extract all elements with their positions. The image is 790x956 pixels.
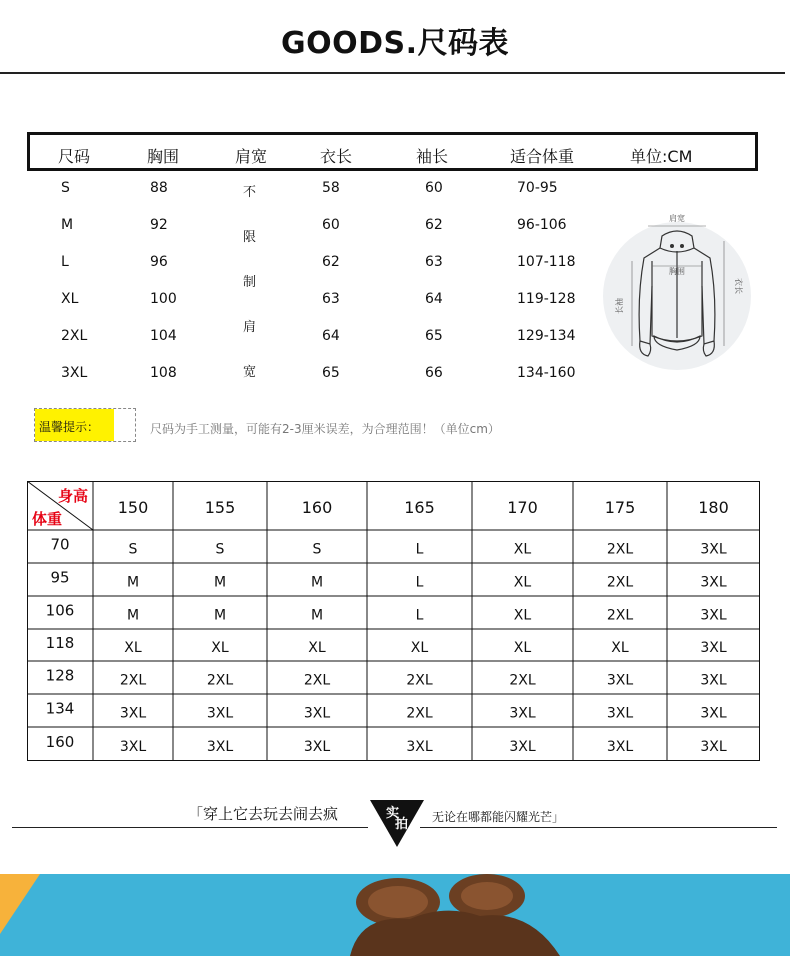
chest-cell: 108	[150, 365, 177, 381]
sleeve-length-label: 长袖	[615, 298, 624, 314]
size-recommendation-cell: 3XL	[700, 672, 727, 689]
size-cell: 3XL	[61, 365, 88, 381]
chest-cell: 88	[150, 180, 168, 196]
shoulder-note-char: 宽	[243, 365, 257, 380]
size-recommendation-cell: S	[215, 541, 225, 558]
size-recommendation-cell: 2XL	[606, 607, 634, 624]
size-recommendation-cell: 3XL	[406, 739, 433, 755]
title-divider	[0, 72, 785, 74]
chest-cell: 96	[150, 254, 168, 270]
corner-height-label: 身高	[57, 487, 88, 505]
size-recommendation-cell: 3XL	[700, 541, 727, 558]
weight-cell: 107-118	[517, 254, 576, 270]
shoulder-note-char: 不	[243, 185, 257, 200]
size-recommendation-cell: 3XL	[606, 705, 634, 722]
chest-label: 胸围	[669, 267, 685, 276]
page-title: GOODS.尺码表	[280, 26, 510, 61]
shoulder-note-char: 肩	[243, 320, 257, 335]
height-header: 160	[301, 498, 333, 517]
length-cell: 62	[322, 254, 340, 270]
slogan-rule-right	[420, 827, 777, 828]
slogan-right: 无论在哪都能闪耀光芒」	[432, 810, 565, 824]
size-recommendation-cell: M	[213, 574, 227, 591]
size-recommendation-cell: 3XL	[303, 739, 331, 755]
weight-header: 118	[45, 634, 75, 652]
size-cell: XL	[61, 291, 79, 307]
size-recommendation-cell: S	[312, 541, 322, 558]
header-length: 衣长	[320, 147, 353, 166]
header-sleeve: 袖长	[416, 147, 449, 166]
weight-header: 128	[45, 666, 75, 685]
height-header: 165	[404, 498, 435, 517]
size-recommendation-cell: M	[310, 574, 324, 591]
size-recommendation-cell: 3XL	[606, 672, 634, 689]
size-recommendation-cell: XL	[513, 607, 532, 624]
chest-cell: 104	[150, 328, 177, 344]
length-cell: 63	[322, 291, 340, 307]
size-cell: M	[61, 217, 74, 233]
weight-cell: 129-134	[517, 328, 576, 344]
header-weight: 适合体重	[510, 147, 575, 166]
size-recommendation-cell: 2XL	[206, 672, 234, 689]
chest-cell: 92	[150, 217, 168, 233]
size-recommendation-cell: 2XL	[119, 672, 147, 689]
size-recommendation-cell: 3XL	[509, 705, 536, 722]
size-recommendation-cell: 2XL	[606, 541, 634, 558]
shoulder-width-label: 肩宽	[669, 214, 685, 223]
garment-diagram	[602, 206, 752, 384]
size-recommendation-cell: L	[415, 541, 424, 558]
header-shoulder: 肩宽	[235, 147, 268, 166]
garment-length-label: 衣长	[734, 278, 743, 294]
weight-header: 95	[50, 568, 70, 587]
size-recommendation-cell: XL	[611, 640, 629, 656]
size-recommendation-cell: 3XL	[206, 705, 234, 722]
shoulder-note-char: 限	[243, 230, 257, 245]
size-recommendation-cell: XL	[308, 640, 326, 656]
real-photo-badge	[368, 797, 426, 849]
size-recommendation-cell: 2XL	[406, 672, 433, 689]
weight-header: 106	[45, 601, 75, 620]
size-cell: S	[61, 180, 70, 196]
size-recommendation-cell: XL	[211, 640, 229, 656]
size-recommendation-cell: 3XL	[700, 705, 727, 722]
size-recommendation-cell: 3XL	[700, 739, 727, 755]
slogan-left: 「穿上它去玩去闹去疯	[188, 805, 339, 823]
size-recommendation-cell: 2XL	[509, 672, 536, 689]
length-cell: 65	[322, 365, 340, 381]
height-header: 180	[698, 498, 729, 517]
size-recommendation-cell: L	[415, 607, 424, 624]
size-recommendation-cell: M	[126, 574, 140, 591]
header-unit: 单位:CM	[630, 147, 693, 166]
length-cell: 64	[322, 328, 340, 344]
weight-cell: 134-160	[517, 365, 576, 381]
slogan-rule-left	[12, 827, 368, 828]
size-recommendation-cell: 3XL	[700, 607, 727, 624]
size-recommendation-cell: 3XL	[119, 705, 147, 722]
size-recommendation-cell: 3XL	[606, 739, 634, 755]
size-recommendation-cell: 2XL	[303, 672, 331, 689]
size-recommendation-cell: XL	[410, 640, 429, 656]
size-recommendation-cell: 3XL	[303, 705, 331, 722]
length-cell: 60	[322, 217, 340, 233]
weight-cell: 96-106	[517, 217, 567, 233]
size-recommendation-cell: XL	[513, 541, 532, 558]
size-recommendation-cell: 3XL	[700, 640, 727, 656]
size-cell: L	[61, 254, 69, 270]
size-recommendation-cell: 3XL	[119, 739, 147, 755]
sleeve-cell: 64	[425, 291, 443, 307]
model-photo	[0, 874, 790, 956]
size-recommendation-cell: XL	[124, 640, 142, 656]
chest-cell: 100	[150, 291, 177, 307]
sleeve-cell: 63	[425, 254, 443, 270]
shoulder-note-char: 制	[243, 275, 257, 290]
size-recommendation-cell: 3XL	[700, 574, 727, 591]
size-recommendation-cell: 3XL	[206, 739, 234, 755]
height-header: 175	[604, 498, 636, 517]
weight-header: 160	[45, 733, 75, 751]
corner-weight-label: 体重	[32, 510, 63, 528]
size-recommendation-grid	[27, 481, 760, 761]
size-recommendation-cell: XL	[513, 574, 532, 591]
sleeve-cell: 62	[425, 217, 443, 233]
sleeve-cell: 65	[425, 328, 443, 344]
size-cell: 2XL	[61, 328, 88, 344]
header-size: 尺码	[58, 147, 91, 166]
size-recommendation-cell: 2XL	[406, 705, 433, 722]
weight-header: 70	[50, 535, 70, 554]
size-recommendation-cell: M	[213, 607, 227, 624]
size-recommendation-cell: S	[128, 541, 138, 558]
size-recommendation-cell: M	[126, 607, 140, 624]
badge-char-1: 实	[386, 806, 400, 821]
size-recommendation-cell: 3XL	[509, 739, 536, 755]
height-header: 150	[117, 498, 149, 517]
size-recommendation-cell: XL	[513, 640, 532, 656]
size-recommendation-cell: 2XL	[606, 574, 634, 591]
weight-cell: 119-128	[517, 291, 576, 307]
sleeve-cell: 66	[425, 365, 443, 381]
weight-header: 134	[45, 699, 75, 718]
weight-cell: 70-95	[517, 180, 558, 196]
sleeve-cell: 60	[425, 180, 443, 196]
height-header: 170	[507, 498, 538, 517]
height-header: 155	[204, 498, 236, 517]
tip-label: 温馨提示：	[39, 420, 100, 434]
header-chest: 胸围	[147, 147, 180, 166]
size-recommendation-cell: L	[415, 574, 424, 591]
size-recommendation-cell: M	[310, 607, 324, 624]
tip-text: 尺码为手工测量，可能有2-3厘米误差，为合理范围！（单位cm）	[150, 422, 500, 436]
badge-char-2: 拍	[395, 817, 409, 832]
length-cell: 58	[322, 180, 340, 196]
